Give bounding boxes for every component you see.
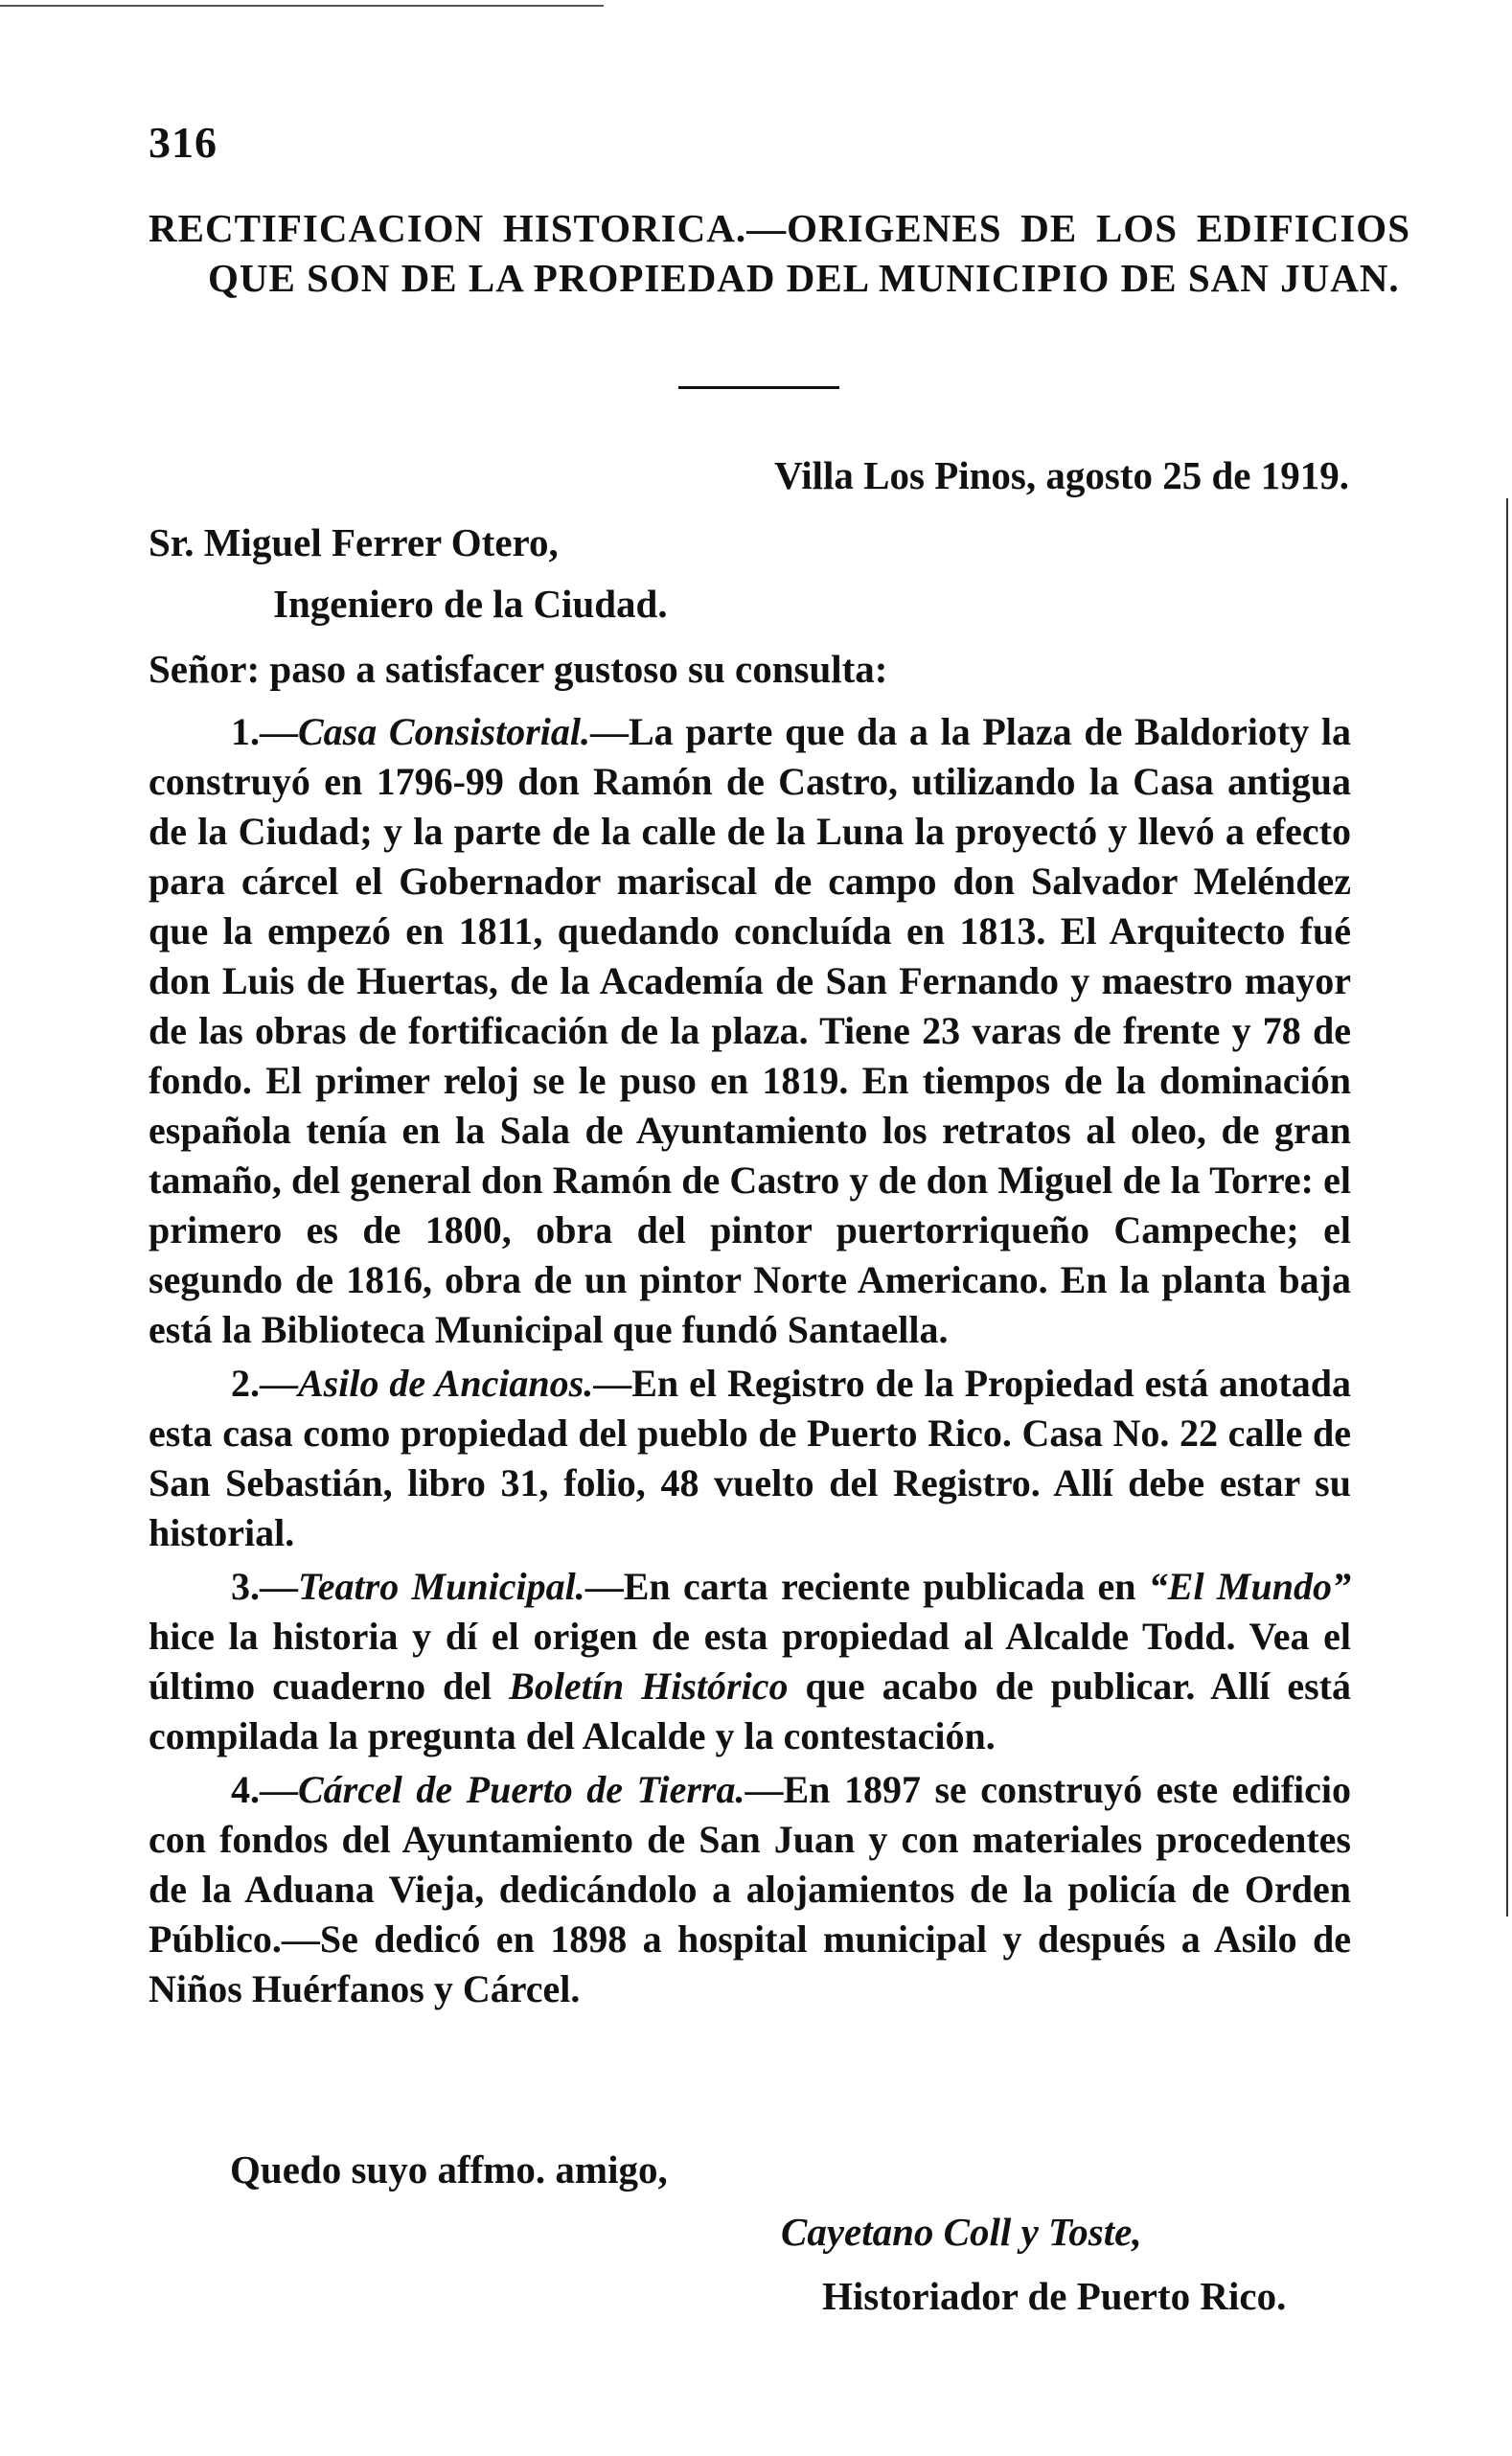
letter-dateline: Villa Los Pinos, agosto 25 de 1919.	[774, 453, 1349, 497]
newspaper-title: “El Mundo”	[1148, 1565, 1351, 1608]
item-text: —En carta reciente publicada en	[584, 1565, 1149, 1608]
article-title: RECTIFICACION HISTORICA.—ORIGENES DE LOS EDIFICIOS QUE SON DE LA PROPIEDAD DEL MUNICIPIO DE SAN JUAN.	[149, 206, 1410, 300]
item-text: —En el Registro de la Propiedad está anotada esta casa como propiedad del pueblo de Puerto Rico. Casa No. 22 calle de San Sebastián, libro 31, folio, 48 vuelto del Registro. Allí debe estar su historial.	[149, 1362, 1351, 1554]
signature-name: Cayetano Coll y Toste,	[781, 2210, 1142, 2254]
addressee-name: Sr. Miguel Ferrer Otero,	[149, 520, 559, 564]
item-text-continued: hice la historia y dí el origen de esta propiedad al Alcalde Todd. Vea el último cuaderno del	[149, 1615, 1351, 1708]
item-heading: Teatro Municipal.	[298, 1565, 585, 1608]
addressee-role: Ingeniero de la Ciudad.	[273, 582, 668, 626]
item-number: 2.—	[231, 1362, 298, 1405]
item-heading: Casa Consistorial.	[298, 710, 590, 753]
item-heading: Cárcel de Puerto de Tierra.	[298, 1768, 745, 1811]
item-asilo-de-ancianos	[149, 1359, 1351, 1558]
item-heading: Asilo de Ancianos.	[298, 1362, 594, 1405]
item-number: 1.—	[231, 710, 298, 753]
item-casa-consistorial	[149, 707, 1351, 1355]
item-carcel-puerto-de-tierra	[149, 1765, 1351, 2014]
right-scan-edge	[1506, 498, 1508, 1917]
letter-body	[149, 707, 1351, 2018]
item-number: 4.—	[231, 1768, 298, 1811]
top-scan-rule	[0, 5, 604, 7]
title-divider	[678, 386, 839, 389]
page-number: 316	[149, 118, 218, 167]
item-text: —En 1897 se construyó este edificio con fondos del Ayuntamiento de San Juan y con materiales procedentes de la Aduana Vieja, dedicándolo a alojamientos de la policía de Orden Público.—Se dedicó en 1898 a hospital municipal y después a Asilo de Niños Huérfanos y Cárcel.	[149, 1768, 1352, 2010]
publication-title: Boletín Histórico	[509, 1664, 789, 1708]
signature-title: Historiador de Puerto Rico.	[822, 2274, 1287, 2318]
item-number: 3.—	[231, 1565, 298, 1608]
item-teatro-municipal	[149, 1562, 1351, 1761]
salutation: Señor: paso a satisfacer gustoso su consulta:	[149, 647, 888, 691]
letter-closing: Quedo suyo affmo. amigo,	[230, 2147, 668, 2192]
item-text: —La parte que da a la Plaza de Baldorioty la construyó en 1796-99 don Ramón de Castro, utilizando la Casa antigua de la Ciudad; y la parte de la calle de la Luna la proyectó y llevó a efecto para cárcel el Gobernador mariscal de campo don Salvador Meléndez que la empezó en 1811, quedando concluída en 1813. El Arquitecto fué don Luis de Huertas, de la Academía de San Fernando y maestro mayor de las obras de fortificación de la plaza. Tiene 23 varas de frente y 78 de fondo. El primer reloj se le puso en 1819. En tiempos de la dominación española tenía en la Sala de Ayuntamiento los retratos al oleo, de gran tamaño, del general don Ramón de Castro y de don Miguel de la Torre: el primero es de 1800, obra del pintor puertorriqueño Campeche; el segundo de 1816, obra de un pintor Norte Americano. En la planta baja está la Biblioteca Municipal que fundó Santaella.	[149, 710, 1352, 1351]
item-text-end: que acabo de publicar. Allí está compilada la pregunta del Alcalde y la contestación.	[149, 1664, 1351, 1757]
